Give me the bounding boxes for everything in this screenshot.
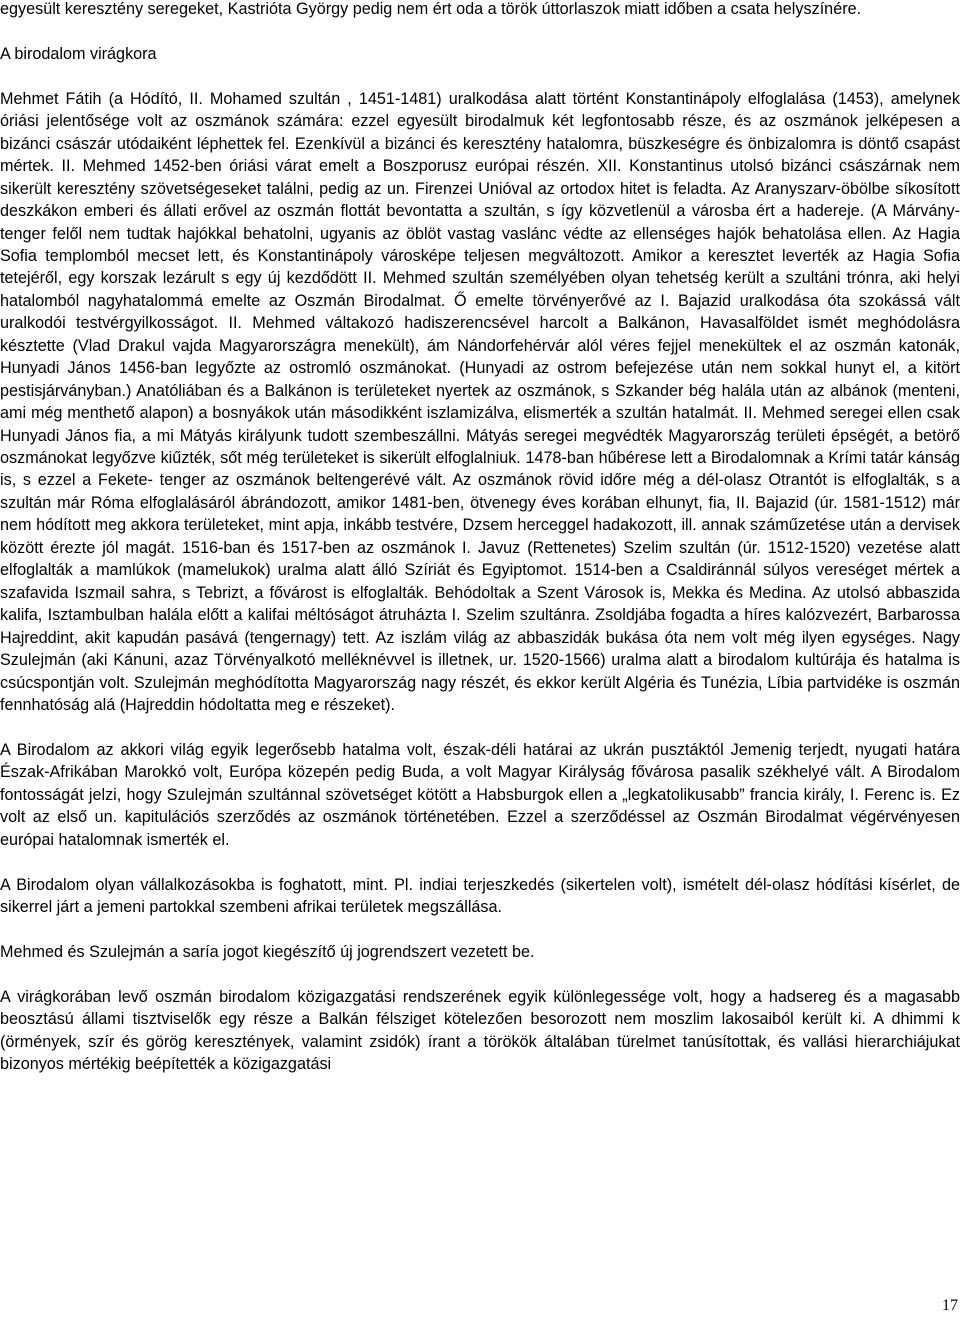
- body-paragraph-2: A Birodalom az akkori világ egyik legerősebb hatalma volt, észak-déli határai az ukrán pusztáktól Jemenig terjedt, nyugati határa Észak-Afrikában Marokkó volt, Európa közepén pedig Buda, a volt Magyar Királyság fővárosa pasalik székhelyé vált. A Birodalom fontosságát jelzi, hogy Szulejmán szultánnal szövetséget kötött a Habsburgok ellen a „legkatolikusabb” francia király, I. Ferenc is. Ez volt az első un. kapitulációs szerződés az oszmánok történetében. Ezzel a szerződéssel az Oszmán Birodalmat végérvényesen európai hatalomnak ismerték el.: [0, 740, 960, 849]
- body-paragraph-1: Mehmet Fátih (a Hódító, II. Mohamed szultán , 1451-1481) uralkodása alatt történt Konstantinápoly elfoglalása (1453), amelynek óriási jelentősége volt az oszmánok számára: ezzel egyesült birodalmuk két legfontosabb része, és az oszmánok jelképesen a bizánci császár utódaiként léphettek fel. Ezenkívül a bizánci és keresztény hatalomra, büszkeségre és önbizalomra is döntő csapást mértek. II. Mehmed 1452-ben óriási várat emelt a Boszporusz európai részén. XII. Konstantinus utolsó bizánci császárnak nem sikerült keresztény szövetségeseket találni, pedig az un. Firenzei Unióval az ortodox hitet is feladta. Az Aranyszarv-öbölbe síkosított deszkákon emberi és állati erővel az oszmán flottát bevontatta a szultán, s így közvetlenül a városba ért a hadereje. (A Márvány-tenger felől nem tudtak hajókkal behatolni, ugyanis az öblöt vastag vaslánc védte az ellenséges hajók behatolása ellen. Az Hagia Sofia templomból mecset lett, és Konstantinápoly városképe teljesen megváltozott. Amikor a keresztet leverték az Hagia Sofia tetejéről, egy korszak lezárult s egy új kezdődött II. Mehmed szultán személyében olyan tehetség került a szultáni trónra, aki helyi hatalomból nagyhatalommá emelte az Oszmán Birodalmat. Ő emelte törvényerővé az I. Bajazid uralkodása óta szokássá vált uralkodói testvérgyilkosságot. II. Mehmed váltakozó hadiszerencsével harcolt a Balkánon, Havasalföldet ismét meghódolásra késztette (Vlad Drakul vajda Magyarországra menekült), ám Nándorfehérvár alól véres fejjel menekültek el az oszmán katonák, Hunyadi János 1456-ban legyőzte az ostromló oszmánokat. (Hunyadi az ostrom befejezése után nem sokkal hunyt el, a kitört pestisjárványban.) Anatóliában és a Balkánon is területeket nyertek az oszmánok, s Szkander bég halála után az albánok (menteni, ami még menthető alapon) a bosnyákok után másodikként iszlamizálva, elismerték a szultán hatalmát. II. Mehmed seregei ellen csak Hunyadi János fia, a mi Mátyás királyunk tudott szembeszállni. Mátyás seregei megvédték Magyarország területi épségét, a betörő oszmánokat legyőzve kiűzték, sőt még területeket is sikerült elfoglalniuk. 1478-ban hűbérese lett a Birodalomnak a Krími tatár kánság is, s ezzel a Fekete- tenger az oszmánok beltengerévé vált. Az oszmánok rövid időre még a dél-olasz Otrantót is elfoglalták, s a szultán már Róma elfoglalásáról ábrándozott, amikor 1481-ben, ötvenegy éves korában elhunyt, fia, II. Bajazid (úr. 1581-1512) már nem hódított meg akkora területeket, mint apja, inkább testvére, Dzsem herceggel hadakozott, ill. annak száműzetése után a dervisek között érezte jól magát. 1516-ban és 1517-ben az oszmánok I. Javuz (Rettenetes) Szelim szultán (úr. 1512-1520) vezetése alatt elfoglalták a mamlúkok (mamelukok) uralma alatt álló Szíriát és Egyiptomot. 1514-ben a Csaldiránnál súlyos vereséget mértek a szafavida Iszmail sahra, s Tebrizt, a fővárost is elfoglalták. Behódoltak a Szent Városok is, Mekka és Medina. Az utolsó abbaszida kalifa, Isztambulban halála előtt a kalifai méltóságot átruházta I. Szelim szultánra. Zsoldjába fogadta a híres kalózvezért, Barbarossa Hajreddint, akit kapudán pasává (tengernagy) tett. Az iszlám világ az abbaszidák bukása óta nem volt még ilyen egységes. Nagy Szulejmán (aki Kánuni, azaz Törvényalkotó melléknévvel is illetnek, ur. 1520-1566) uralma alatt a birodalom kultúrája és hatalma is csúcspontján volt. Szulejmán meghódította Magyarország nagy részét, és ekkor került Algéria és Tunézia, Líbia partvidéke is oszmán fennhatóság alá (Hajreddin hódoltatta meg e részeket).: [0, 89, 960, 715]
- body-paragraph-5: A virágkorában levő oszmán birodalom közigazgatási rendszerének egyik különlegessége volt, hogy a hadsereg és a magasabb beosztású állami tisztviselők egy része a Balkán félsziget kötelezően besorozott nem moszlim lakosaiból került ki. A dhimmi k (örmények, szír és görög keresztények, valamint zsidók) írant a törökök általában türelmet tanúsítottak, és vallási hierarchiájukat bizonyos mértékig beépítették a közigazgatási: [0, 987, 960, 1074]
- intro-continuation-paragraph: egyesült keresztény seregeket, Kastrióta György pedig nem ért oda a török úttorlaszok miatt időben a csata helyszínére.: [0, 0, 862, 18]
- body-paragraph-3: A Birodalom olyan vállalkozásokba is foghatott, mint. Pl. indiai terjeszkedés (sikertelen volt), ismételt dél-olasz hódítási kísérlet, de sikerrel járt a jemeni partokkal szembeni afrikai területek megszállása.: [0, 875, 960, 917]
- body-paragraph-4: Mehmed és Szulejmán a saría jogot kiegészítő új jogrendszert vezetett be.: [0, 942, 535, 961]
- section-heading: A birodalom virágkora: [0, 44, 157, 63]
- page-number: 17: [942, 1297, 958, 1314]
